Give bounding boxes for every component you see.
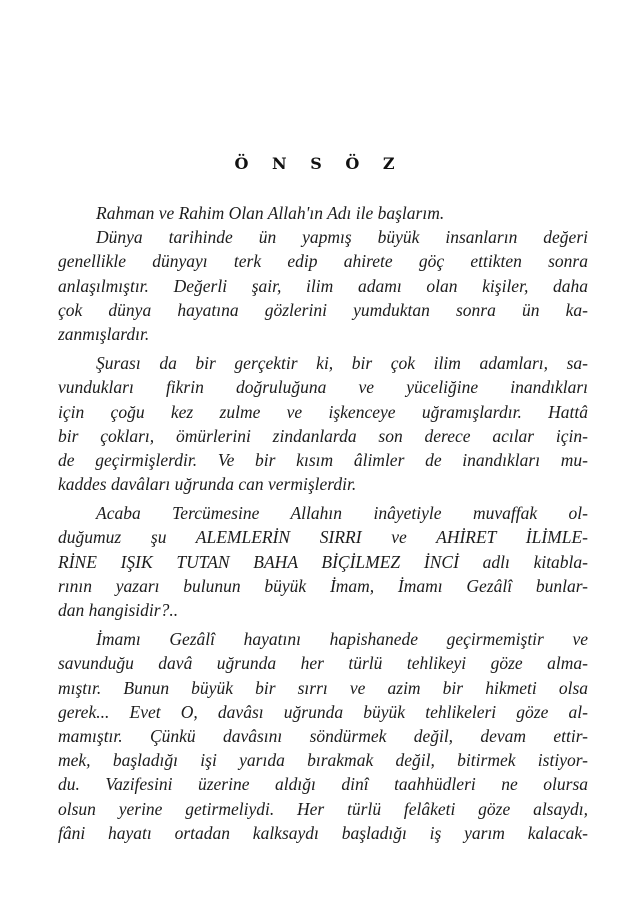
text-line: çok dünya hayatına gözlerini yumduktan sonra ün ka- xyxy=(58,299,588,320)
text-line: mamıştır. Çünkü davâsını söndürmek değil, devam ettir- xyxy=(58,725,588,746)
text-line: fâni hayatı ortadan kalksaydı başladığı iş yarım kalacak- xyxy=(58,822,588,843)
text-line: Şurası da bir gerçektir ki, bir çok ilim adamları, sa- xyxy=(96,353,588,374)
text-line: zanmışlardır. xyxy=(58,323,150,344)
paragraph xyxy=(58,225,588,346)
text-line: de geçirmişlerdir. Ve bir kısım âlimler de inandıkları mu- xyxy=(58,449,588,470)
text-line: Dünya tarihinde ün yapmış büyük insanların değeri xyxy=(96,227,588,248)
body-text xyxy=(58,201,588,845)
text-line: Rahman ve Rahim Olan Allah'ın Adı ile başlarım. xyxy=(96,203,445,223)
paragraph xyxy=(58,501,588,622)
paragraph xyxy=(58,351,588,496)
text-line: mıştır. Bunun büyük bir sırrı ve azim bir hikmeti olsa xyxy=(58,677,588,698)
text-line: duğumuz şu ALEMLERİN SIRRI ve AHİRET İLİMLE- xyxy=(58,527,588,548)
text-line: gerek... Evet O, davâsı uğrunda büyük tehlikeleri göze al- xyxy=(58,701,588,722)
text-line: Acaba Tercümesine Allahın inâyetiyle muvaffak ol- xyxy=(96,503,588,524)
text-line: bir çokları, ömürlerini zindanlarda son derece acılar için- xyxy=(58,425,588,446)
text-line: RİNE IŞIK TUTAN BAHA BİÇİLMEZ İNCİ adlı kitabla- xyxy=(58,551,588,572)
text-line: savunduğu davâ uğrunda her türlü tehlikeyi göze alma- xyxy=(58,653,588,674)
text-line: anlaşılmıştır. Değerli şair, ilim adamı olan kişiler, daha xyxy=(58,275,588,296)
text-line: genellikle dünyayı terk edip ahirete göç ettikten sonra xyxy=(58,251,588,272)
text-line: dan hangisidir?.. xyxy=(58,600,179,620)
text-line: du. Vazifesini üzerine aldığı dinî taahhüdleri ne olursa xyxy=(58,774,588,795)
text-line: olsun yerine getirmeliydi. Her türlü felâketi göze alsaydı, xyxy=(58,798,588,819)
text-line: kaddes davâları uğrunda can vermişlerdir. xyxy=(58,474,357,495)
paragraph xyxy=(58,201,588,225)
text-line: için çoğu kez zulme ve işkenceye uğramışlardır. Hattâ xyxy=(58,401,588,422)
text-line: rının yazarı bulunun büyük İmam, İmamı Gezâlî bunlar- xyxy=(58,575,588,596)
text-line: İmamı Gezâlî hayatını hapishanede geçirmemiştir ve xyxy=(96,629,588,650)
text-line: mek, başladığı işi yarıda bırakmak değil, bitirmek istiyor- xyxy=(58,750,588,771)
text-line: vundukları fikrin doğruluğuna ve yüceliğine inandıkları xyxy=(58,377,588,398)
paragraph xyxy=(58,627,588,845)
page-title: Ö N S Ö Z xyxy=(234,154,404,173)
